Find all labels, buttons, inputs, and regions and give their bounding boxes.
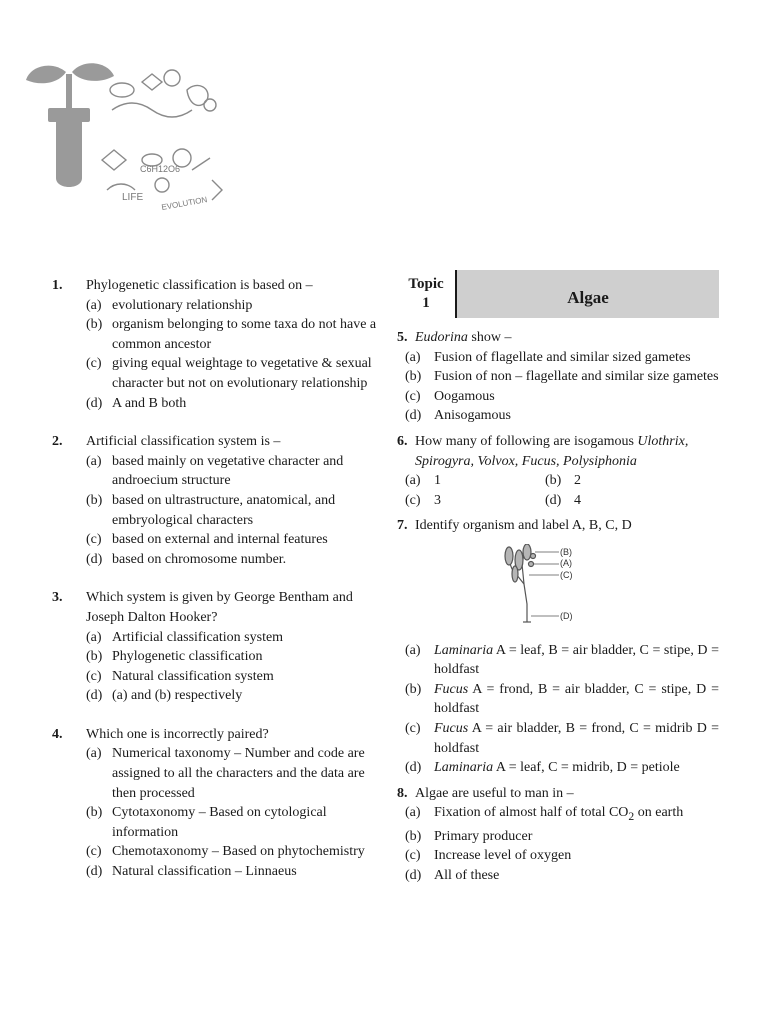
option-text: Oogamous [434,388,495,404]
option-label: (b) [405,828,422,844]
option-text: giving equal weightage to vegetative & sexual character but not on evolutionary relationship [112,356,372,391]
option-label: (a) [405,805,421,821]
question-text: Identify organism and label A, B, C, D [415,518,632,534]
question-2 [52,432,382,569]
option-text: based mainly on vegetative character and androecium structure [112,453,344,489]
option-text: Natural classification – Linnaeus [112,864,297,880]
option-label: (d) [405,760,422,776]
figure-label-b: (B) [560,546,572,557]
option-text: 4 [574,492,581,508]
option-text: Anisogamous [434,408,511,424]
option-text: (a) and (b) respectively [112,688,243,704]
plant-test-tube-icon [22,60,237,225]
option-italic: Fucus [434,681,469,697]
option-text: Phylogenetic classification [112,649,263,665]
option-label: (b) [86,492,103,508]
option-text: 2 [574,473,581,489]
option-label: (c) [86,668,102,684]
option-subscript: 2 [628,810,635,824]
question-number: 2. [52,434,63,450]
question-italic: Ulothrix, Spirogyra, Volvox, Fucus, Polysiphonia [415,433,689,469]
question-text: Phylogenetic classification is based on – [86,278,313,293]
option-text: A and B both [112,395,187,411]
option-text: A = frond, B = air bladder, C = stipe, D = holdfast [434,681,719,717]
topic-title: Algae [567,288,609,307]
question-6 [397,432,719,510]
option-text: Increase level of oxygen [434,848,572,864]
option-label: (c) [405,848,421,864]
option-label: (d) [405,408,422,424]
question-3 [52,588,382,706]
option-text: Fusion of non – flagellate and similar size gametes [434,369,719,385]
topic-label [397,270,457,318]
topic-header [397,270,719,318]
option-italic: Laminaria [434,642,494,658]
option-text: A = leaf, B = air bladder, C = stipe, D = holdfast [434,642,719,678]
option-label: (b) [405,369,422,385]
option-label: (c) [86,532,102,548]
question-number: 8. [397,785,408,801]
option-text: Cytotaxonomy – Based on cytological information [112,805,327,840]
question-number: 1. [52,278,63,293]
option-text-post: on earth [634,805,684,821]
option-label: (a) [405,642,421,658]
option-label: (d) [405,867,422,883]
question-number: 4. [52,726,63,742]
option-label: (d) [86,688,103,704]
option-text: A = air bladder, B = frond, C = midrib D = holdfast [434,720,719,756]
question-text: Artificial classification system is – [86,434,281,450]
question-italic: Eudorina [415,330,468,345]
question-number: 3. [52,590,63,606]
option-text: Numerical taxonomy – Number and code are assigned to all the characters and the data are then processed [112,746,365,801]
option-label: (b) [86,805,103,821]
option-italic: Fucus [434,720,469,736]
question-4 [52,725,382,882]
question-8 [397,784,719,886]
logo-formula: C6H12O6 [140,164,181,174]
option-label: (a) [86,746,102,762]
option-text-pre: Fixation of almost half of total CO [434,805,629,821]
option-label: (d) [545,492,562,508]
option-label: (a) [405,473,421,489]
figure-label-d: (D) [560,610,573,621]
option-label: (c) [405,492,421,508]
question-text: Which one is incorrectly paired? [86,726,269,742]
question-text: How many of following are isogamous [415,433,638,449]
option-text: 1 [434,473,441,489]
option-text: based on chromosome number. [112,551,287,567]
option-text: evolutionary relationship [112,297,253,313]
logo-word-life: LIFE [122,192,144,203]
option-text: All of these [434,867,500,883]
question-number: 7. [397,518,408,534]
option-label: (a) [86,297,102,313]
option-text: based on external and internal features [112,532,328,548]
option-text [434,803,719,826]
option-label: (c) [405,388,421,404]
question-5 [397,328,719,426]
logo-word-evolution: EVOLUTION [160,195,208,212]
option-label: (b) [405,681,422,697]
question-number: 6. [397,433,408,449]
question-number: 5. [397,330,408,345]
option-text: organism belonging to some taxa do not have a common ancestor [112,317,377,352]
figure-label-c: (C) [560,569,573,580]
option-label: (d) [86,395,103,411]
option-label: (a) [86,453,102,469]
topic-label-number: 1 [422,295,430,311]
option-text: Natural classification system [112,668,274,684]
option-text: Chemotaxonomy – Based on phytochemistry [112,844,365,860]
option-text: Fusion of flagellate and similar sized gametes [434,349,691,365]
option-label: (c) [86,844,102,860]
option-label: (d) [86,864,103,880]
option-label: (d) [86,551,103,567]
question-text: Algae are useful to man in – [415,785,574,801]
question-text: Which system is given by George Bentham and Joseph Dalton Hooker? [86,590,353,625]
question-1 [52,276,382,413]
option-text: Primary producer [434,828,533,844]
option-italic: Laminaria [434,760,494,776]
option-label: (a) [86,629,102,645]
option-label: (b) [86,317,103,333]
topic-label-word: Topic [408,276,444,292]
question-text: show – [467,330,512,345]
option-text: based on ultrastructure, anatomical, and embryological characters [112,492,336,528]
option-label: (b) [86,649,103,665]
figure-label-a: (A) [560,557,572,568]
option-text: A = leaf, C = midrib, D = petiole [493,760,680,776]
left-column [52,276,382,882]
option-label: (c) [405,720,421,736]
question-7 [397,516,719,777]
option-label: (a) [405,349,421,365]
right-column [397,270,719,885]
option-label: (b) [545,473,562,489]
algae-figure [497,544,597,624]
option-label: (c) [86,356,102,372]
option-text: 3 [434,492,441,508]
option-text: Artificial classification system [112,629,284,645]
